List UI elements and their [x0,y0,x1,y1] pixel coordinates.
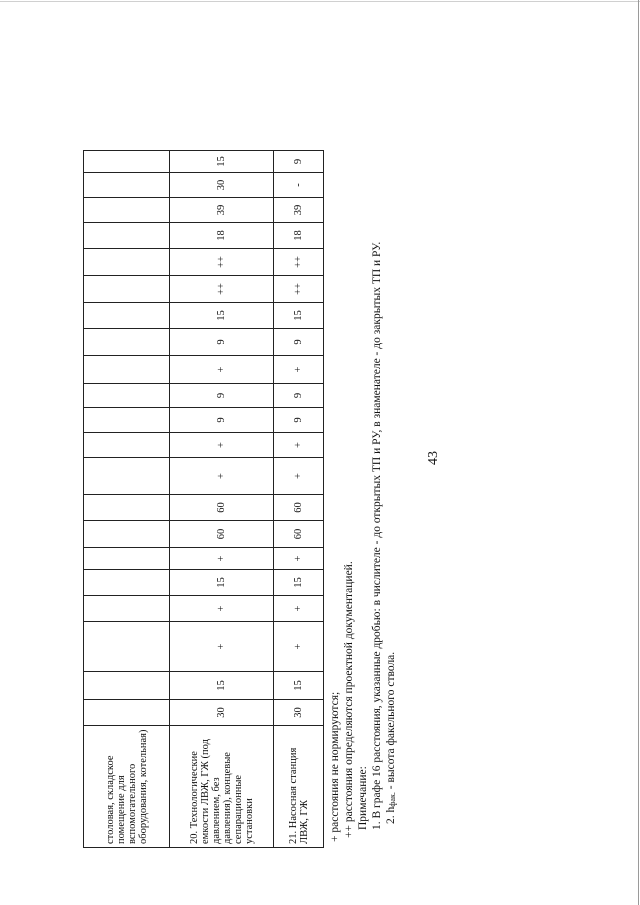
table-row [84,151,170,848]
table-cell: 15 [274,570,324,596]
row-label: столовая, складское помещение для вспомогательного оборудования, котельная) [84,726,170,848]
table-cell: + [274,622,324,672]
table-cell: + [170,596,274,622]
table-cell: 30 [170,173,274,198]
table-cell [84,596,170,622]
table-cell: 18 [274,223,324,249]
table-cell: + [170,433,274,458]
table-cell [84,521,170,548]
table-cell [84,570,170,596]
table-cell: 18 [170,223,274,249]
page-border-top [0,1,640,2]
table-cell [84,173,170,198]
table-cell: + [274,458,324,495]
table-cell: + [170,622,274,672]
table-cell: + [170,458,274,495]
table-cell: 9 [274,408,324,433]
note-plus: + расстояния не нормируются; [329,691,341,842]
table-cell: 9 [274,151,324,173]
note-heading: Примечание: [357,766,369,830]
table-cell [84,329,170,356]
table-cell [84,548,170,570]
table-cell: 9 [274,384,324,408]
table-cell [84,408,170,433]
table-cell: 15 [274,672,324,700]
table-cell: 15 [170,151,274,173]
table-cell: + [274,596,324,622]
page-number: 43 [426,451,441,465]
table-cell [84,700,170,726]
table-cell: ++ [170,249,274,276]
table-cell: + [274,548,324,570]
table-cell [84,495,170,521]
table-cell [84,303,170,329]
note-2: 2. hфак. - высота факельного ствола. [385,651,397,824]
table-cell: 30 [170,700,274,726]
table-cell [84,356,170,384]
table-row [170,151,274,848]
rotated-content [83,58,397,848]
table-cell: 9 [170,408,274,433]
table-row [274,151,324,848]
table-cell: 9 [274,329,324,356]
table-cell: ++ [274,249,324,276]
table-cell [84,622,170,672]
table-cell [84,198,170,223]
table-cell [84,151,170,173]
table-cell: 9 [170,384,274,408]
table-cell: 60 [274,521,324,548]
table-cell: 39 [274,198,324,223]
row-label: 21. Насосная станция ЛВЖ, ГЖ [274,726,324,848]
table-cell: 9 [170,329,274,356]
table-cell [84,433,170,458]
note-1: 1. В графе 16 расстояния, указанные дробью: в числителе - до открытых ТП и РУ, в знаменателе - до закрытых ТП и РУ. [371,241,383,830]
table-cell: + [274,356,324,384]
table-cell [84,384,170,408]
table-cell: 30 [274,700,324,726]
distance-table [83,150,324,848]
table-cell: 60 [274,495,324,521]
page-border-right [638,0,639,905]
table-cell: 60 [170,521,274,548]
note-double-plus: ++ расстояния определяются проектной документацией. [343,561,355,838]
table-cell [84,458,170,495]
table-cell: + [274,433,324,458]
table-cell: + [170,356,274,384]
row-label: 20. Технологические емкости ЛВЖ, ГЖ (под давлением, без давления), концевые сепарационные установки [170,726,274,848]
table-cell: 15 [274,303,324,329]
table-cell: ++ [170,276,274,303]
notes [328,58,400,848]
table-cell [84,249,170,276]
table-cell: 15 [170,570,274,596]
table-cell: - [274,173,324,198]
table-cell: 15 [170,672,274,700]
table-cell: 15 [170,303,274,329]
table-cell: ++ [274,276,324,303]
table-cell: + [170,548,274,570]
table-cell [84,276,170,303]
table-cell [84,672,170,700]
table-cell: 39 [170,198,274,223]
table-cell [84,223,170,249]
table-cell: 60 [170,495,274,521]
